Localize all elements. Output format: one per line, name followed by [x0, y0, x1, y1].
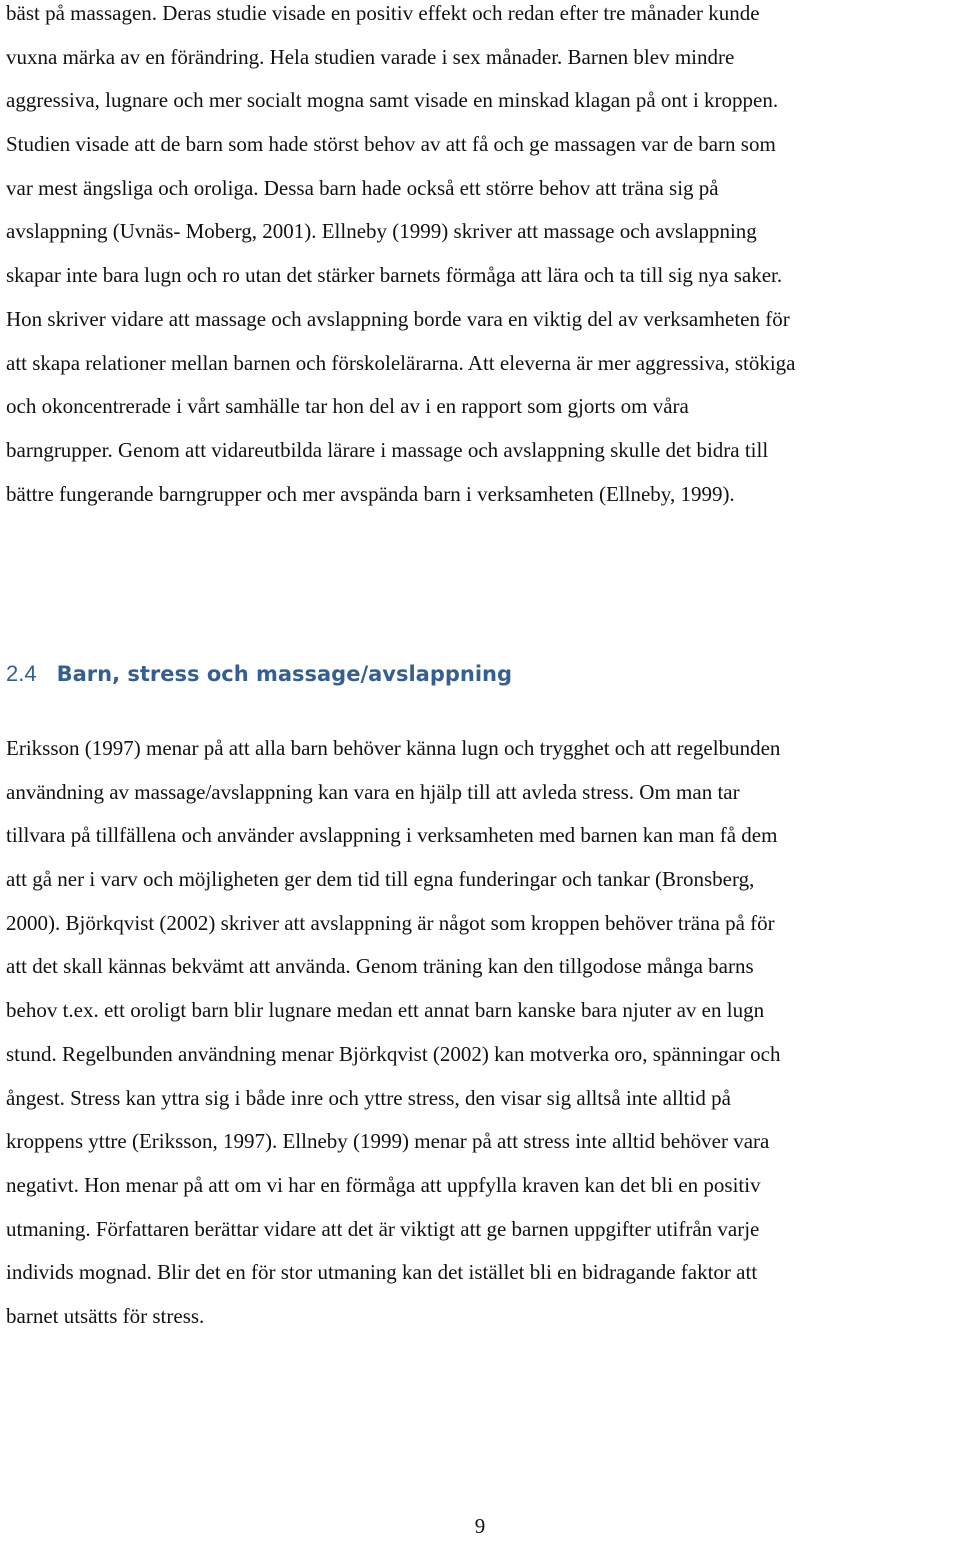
text-line: skapar inte bara lugn och ro utan det stärker barnets förmåga att lära och ta till sig nya saker.	[6, 263, 783, 288]
text-line: utmaning. Författaren berättar vidare att det är viktigt att ge barnen uppgifter utifrån varje	[6, 1216, 760, 1241]
text-line: kroppens yttre (Eriksson, 1997). Ellneby (1999) menar på att stress inte alltid behöver vara	[6, 1129, 770, 1154]
text-line: att det skall kännas bekvämt att använda. Genom träning kan den tillgodose många barns	[6, 954, 754, 979]
text-line: bäst på massagen. Deras studie visade en positiv effekt och redan efter tre månader kunde	[6, 1, 760, 25]
section-title: Barn, stress och massage/avslappning	[56, 662, 513, 686]
text-line: aggressiva, lugnare och mer socialt mogna samt visade en minskad klagan på ont i kroppen.	[6, 88, 779, 113]
text-line: avslappning (Uvnäs- Moberg, 2001). Ellneby (1999) skriver att massage och avslappning	[6, 219, 757, 244]
text-line: Hon skriver vidare att massage och avslappning borde vara en viktig del av verksamheten för	[6, 306, 790, 331]
text-line: Studien visade att de barn som hade störst behov av att få och ge massagen var de barn som	[6, 132, 776, 157]
text-line: 2000). Björkqvist (2002) skriver att avslappning är något som kroppen behöver träna på för	[6, 910, 775, 935]
text-line: tillvara på tillfällena och använder avslappning i verksamheten med barnen kan man få dem	[6, 823, 778, 848]
text-line: att skapa relationer mellan barnen och förskolelärarna. Att eleverna är mer aggressiva, stökiga	[6, 350, 796, 375]
text-line: bättre fungerande barngrupper och mer avspända barn i verksamheten (Ellneby, 1999).	[6, 481, 735, 506]
text-line: och okoncentrerade i vårt samhälle tar hon del av i en rapport som gjorts om våra	[6, 394, 689, 419]
text-line: var mest ängsliga och oroliga. Dessa barn hade också ett större behov att träna sig på	[6, 175, 719, 200]
text-line: barnet utsätts för stress.	[6, 1303, 205, 1328]
text-line: Eriksson (1997) menar på att alla barn behöver känna lugn och trygghet och att regelbunden	[6, 736, 781, 760]
body-paragraph-2	[6, 727, 956, 1339]
text-line: användning av massage/avslappning kan vara en hjälp till att avleda stress. Om man tar	[6, 779, 740, 804]
text-line: vuxna märka av en förändring. Hela studien varade i sex månader. Barnen blev mindre	[6, 44, 735, 69]
text-line: negativt. Hon menar på att om vi har en förmåga att uppfylla kraven kan det bli en positiv	[6, 1172, 761, 1197]
text-line: behov t.ex. ett oroligt barn blir lugnare medan ett annat barn kanske bara njuter av en lugn	[6, 998, 765, 1023]
section-number: 2.4	[6, 661, 37, 686]
text-line: ångest. Stress kan yttra sig i både inre och yttre stress, den visar sig alltså inte alltid på	[6, 1085, 731, 1110]
section-heading	[6, 652, 512, 696]
page-number: 9	[474, 1514, 486, 1538]
body-paragraph-1	[6, 0, 956, 516]
text-line: individs mognad. Blir det en för stor utmaning kan det istället bli en bidragande faktor att	[6, 1260, 758, 1285]
text-line: att gå ner i varv och möjligheten ger dem tid till egna funderingar och tankar (Bronsberg,	[6, 867, 755, 892]
text-line: stund. Regelbunden användning menar Björkqvist (2002) kan motverka oro, spänningar och	[6, 1041, 781, 1066]
text-line: barngrupper. Genom att vidareutbilda lärare i massage och avslappning skulle det bidra till	[6, 437, 769, 462]
